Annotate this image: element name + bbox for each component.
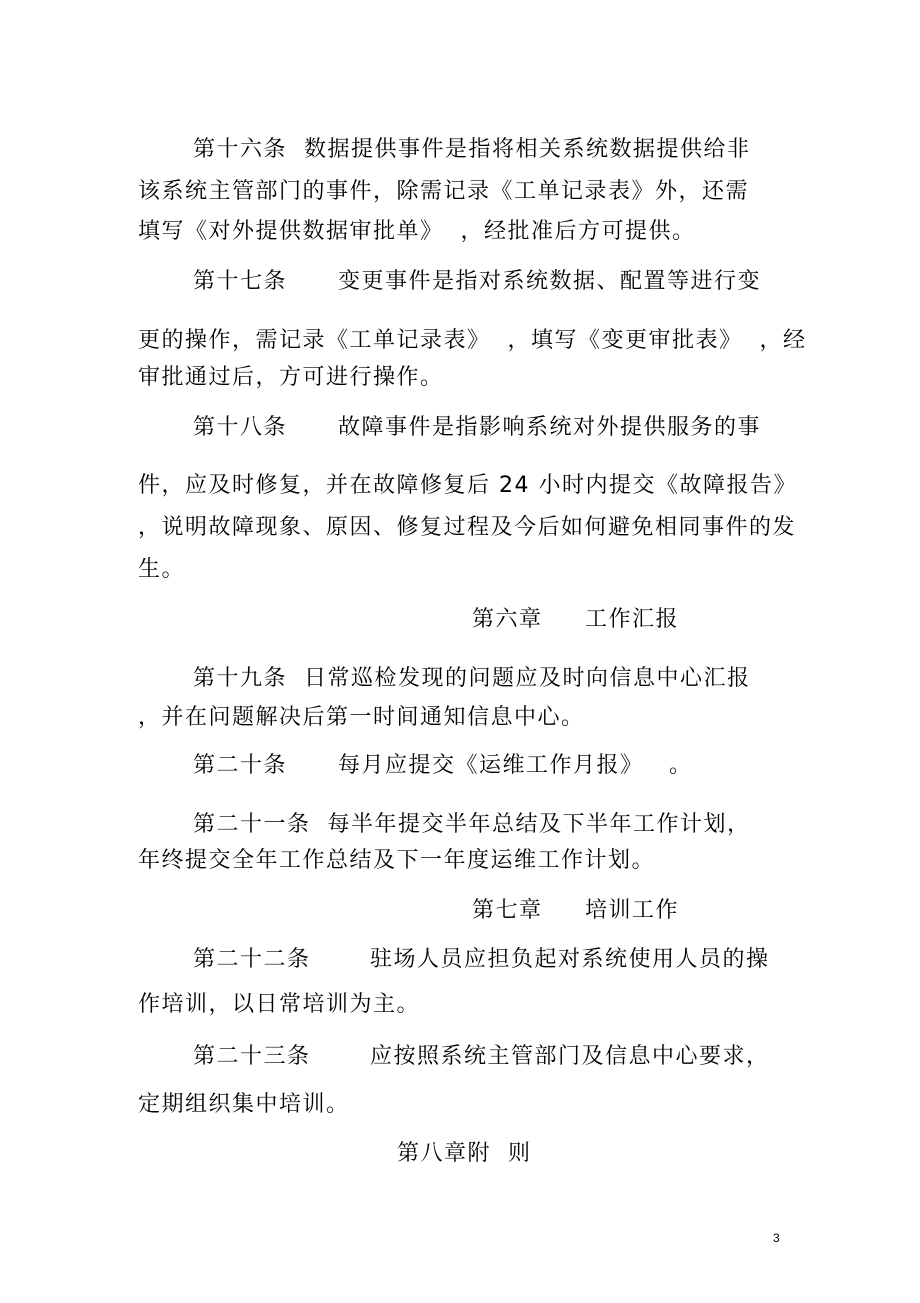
article-20-line-1: 第二十条 每月应提交《运维工作月报》 。 [193, 753, 693, 778]
chapter-7-heading: 第七章 培训工作 [472, 898, 679, 923]
page-number: 3 [773, 1231, 780, 1245]
article-23-line-2: 定期组织集中培训。 [138, 1092, 350, 1117]
article-19-line-2: ，并在问题解决后第一时间通知信息中心。 [138, 705, 585, 730]
article-22-line-1: 第二十二条 驻场人员应担负起对系统使用人员的操 [193, 947, 770, 972]
article-17-line-1: 第十七条 变更事件是指对系统数据、配置等进行变 [193, 269, 761, 294]
chapter-8-heading: 第八章附 则 [397, 1141, 532, 1166]
article-22-line-2: 作培训，以日常培训为主。 [138, 992, 421, 1017]
article-18-line-3: ，说明故障现象、原因、修复过程及今后如何避免相同事件的发 [138, 515, 797, 540]
article-16-line-3: 填写《对外提供数据审批单》 ，经批准后方可提供。 [138, 219, 696, 244]
article-18-line-1: 第十八条 故障事件是指影响系统对外提供服务的事 [193, 415, 761, 440]
chapter-6-heading: 第六章 工作汇报 [472, 607, 679, 632]
article-21-line-1: 第二十一条 每半年提交半年总结及下半年工作计划， [193, 812, 751, 837]
article-17-line-2: 更的操作，需记录《工单记录表》 ，填写《变更审批表》 ，经 [138, 328, 807, 353]
article-16-line-1: 第十六条 数据提供事件是指将相关系统数据提供给非 [193, 137, 751, 162]
article-16-line-2: 该系统主管部门的事件，除需记录《工单记录表》外，还需 [138, 179, 750, 204]
article-23-line-1: 第二十三条 应按照系统主管部门及信息中心要求， [193, 1044, 770, 1069]
article-17-line-3: 审批通过后，方可进行操作。 [138, 365, 444, 390]
article-18-line-2: 件，应及时修复，并在故障修复后 24 小时内提交《故障报告》 [138, 473, 797, 498]
article-18-line-4: 生。 [138, 557, 186, 582]
article-19-line-1: 第十九条 日常巡检发现的问题应及时向信息中心汇报 [193, 666, 751, 691]
article-21-line-2: 年终提交全年工作总结及下一年度运维工作计划。 [138, 848, 656, 873]
